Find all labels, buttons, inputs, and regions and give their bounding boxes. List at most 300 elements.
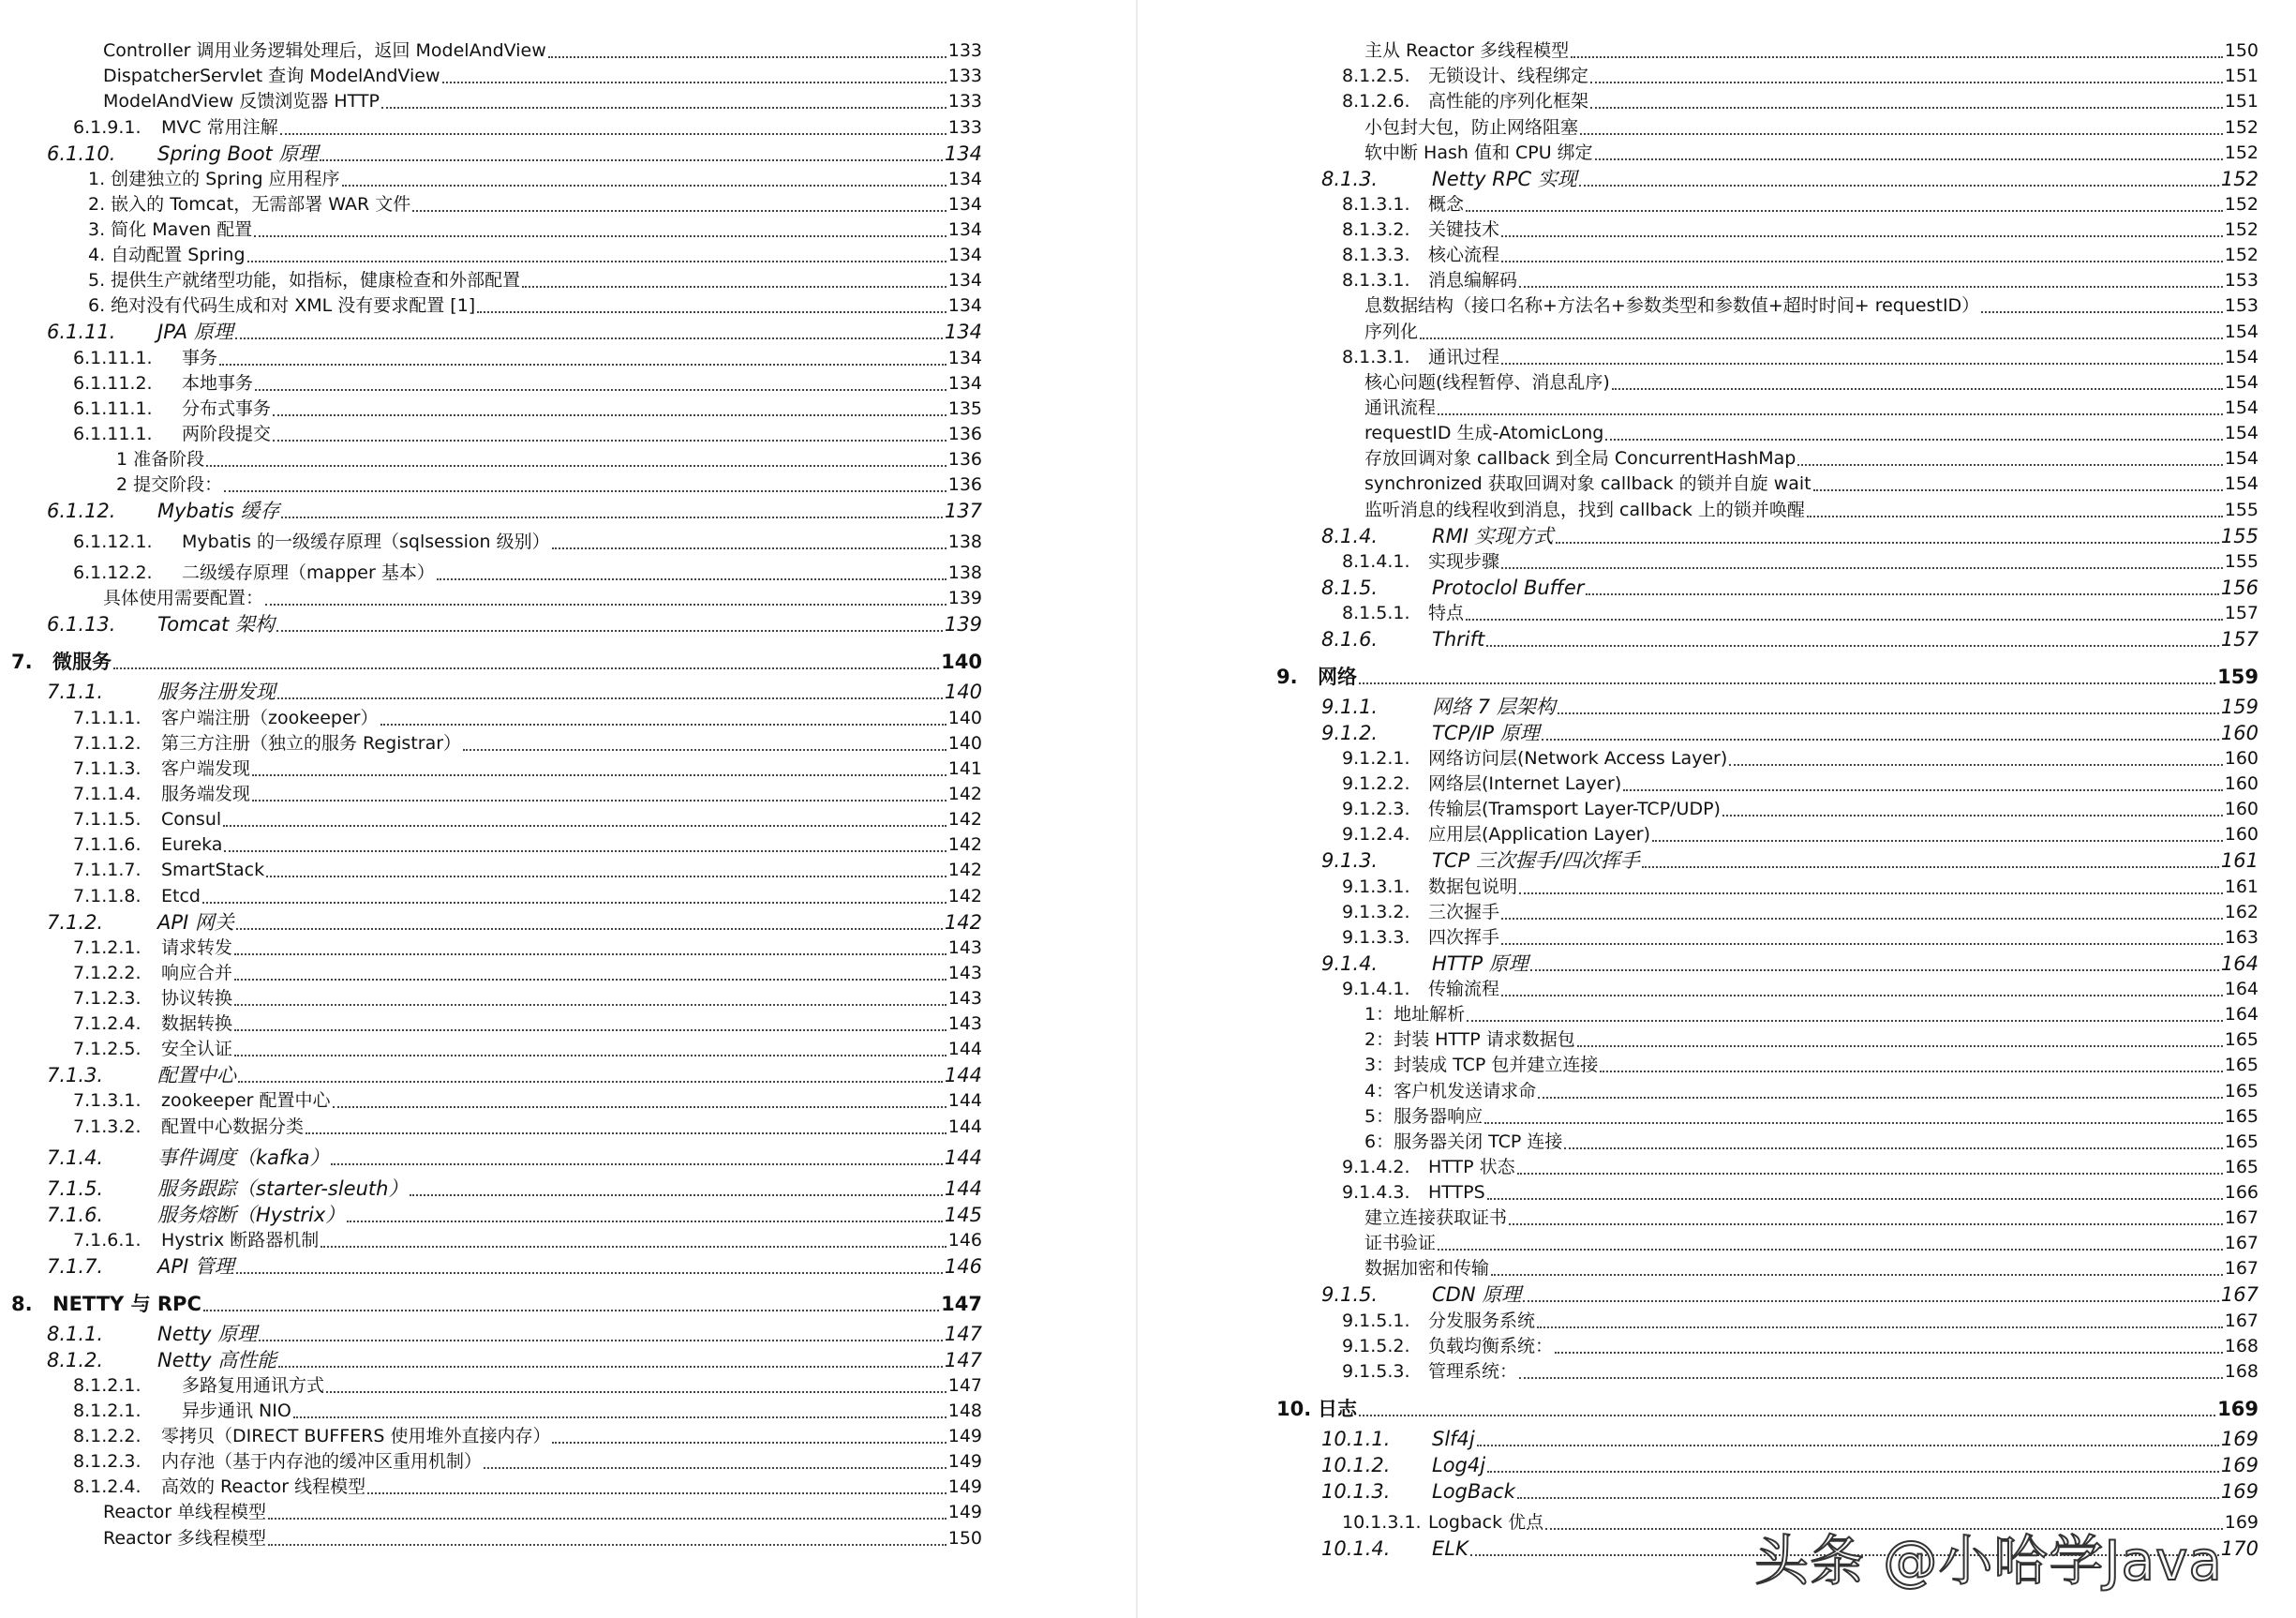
toc-entry[interactable] (1321, 1104, 2259, 1130)
toc-entry[interactable] (47, 1500, 982, 1525)
toc-entry-page: 167 (2224, 1207, 2259, 1229)
toc-entry-page: 152 (2220, 167, 2259, 190)
toc-entry[interactable] (47, 1037, 982, 1062)
toc-entry-number: 8.1.2.4. (73, 1476, 142, 1498)
toc-entry-title: 第三方注册（独立的服务 Registrar） (161, 732, 462, 754)
toc-entry-page: 154 (2224, 473, 2259, 495)
toc-entry-number: 7.1.1. (47, 681, 104, 704)
toc-entry-page: 144 (947, 1039, 982, 1060)
toc-entry[interactable] (1321, 822, 2259, 847)
toc-entry[interactable] (1321, 319, 2259, 344)
toc-entry[interactable] (47, 268, 982, 293)
toc-entry-title: 1. 创建独立的 Spring 应用程序 (88, 168, 340, 189)
toc-entry-number: 7.1.6. (47, 1203, 104, 1226)
toc-entry[interactable] (1321, 626, 2259, 652)
toc-entry[interactable] (1321, 141, 2259, 166)
toc-entry-number: 7.1.1.3. (73, 757, 142, 779)
toc-entry-number: 9.1.3.2. (1342, 901, 1410, 922)
toc-entry[interactable] (47, 1088, 982, 1114)
toc-entry-title: 异步通讯 NIO (182, 1400, 291, 1421)
toc-entry[interactable] (47, 1011, 982, 1037)
toc-entry-number: 9.1.3. (1321, 849, 1379, 873)
toc-entry[interactable] (47, 731, 982, 757)
toc-entry[interactable] (1321, 243, 2259, 268)
toc-entry-number: 7.1.2.3. (73, 987, 142, 1009)
toc-entry-title: JPA 原理 (157, 321, 233, 344)
toc-entry[interactable] (1321, 549, 2259, 575)
toc-entry-page: 150 (2224, 40, 2259, 62)
toc-entry-page: 152 (2224, 218, 2259, 240)
toc-entry[interactable] (1321, 114, 2259, 140)
toc-entry[interactable] (1321, 797, 2259, 822)
dot-leader (548, 51, 947, 58)
toc-entry[interactable] (47, 757, 982, 782)
toc-entry-page: 147 (944, 1348, 982, 1371)
dot-leader (1555, 1346, 2223, 1354)
toc-entry-number: 6.1.11.1. (73, 397, 153, 419)
toc-entry-title: 多路复用通讯方式 (182, 1374, 325, 1396)
toc-entry-page: 140 (947, 707, 982, 728)
dot-leader (234, 948, 947, 955)
toc-entry-page: 144 (944, 1146, 982, 1169)
dot-leader (1538, 1091, 2223, 1099)
dot-leader (276, 624, 943, 632)
toc-entry[interactable] (47, 64, 982, 89)
toc-entry[interactable] (1321, 1078, 2259, 1103)
toc-entry[interactable] (1321, 166, 2259, 192)
toc-entry-title: Spring Boot 原理 (157, 142, 319, 165)
dot-leader (1438, 408, 2223, 415)
toc-entry[interactable] (1321, 345, 2259, 370)
toc-entry[interactable] (47, 397, 982, 422)
toc-entry-title: Netty 原理 (157, 1322, 258, 1345)
toc-entry-page: 164 (2224, 1004, 2259, 1026)
toc-entry-number: 9.1.5. (1321, 1283, 1379, 1307)
dot-leader (331, 1158, 942, 1165)
toc-entry-title: 5：服务器响应 (1364, 1105, 1483, 1127)
toc-entry-page: 134 (947, 168, 982, 189)
dot-leader (1590, 76, 2223, 83)
toc-entry-title: DispatcherServlet 查询 ModelAndView (103, 66, 440, 87)
toc-entry[interactable] (47, 679, 982, 705)
dot-leader (306, 1127, 947, 1134)
toc-entry[interactable] (1321, 1426, 2259, 1452)
toc-entry-page: 134 (947, 372, 982, 394)
toc-entry[interactable] (47, 1475, 982, 1500)
toc-entry-number: 10.1.3.1. (1342, 1511, 1422, 1533)
toc-entry[interactable] (1321, 874, 2259, 899)
toc-entry-page: 169 (2224, 1511, 2259, 1533)
toc-entry-title: 内存池（基于内存池的缓冲区重用机制） (161, 1451, 483, 1473)
toc-entry[interactable] (47, 1525, 982, 1551)
toc-entry-page: 152 (2224, 142, 2259, 163)
toc-entry[interactable] (1321, 1359, 2259, 1385)
toc-entry[interactable] (1321, 1231, 2259, 1256)
dot-leader (1722, 809, 2223, 816)
toc-entry-number: 8.1.5. (1321, 576, 1379, 599)
toc-entry[interactable] (47, 936, 982, 961)
dot-leader (1652, 834, 2223, 842)
toc-entry[interactable] (47, 243, 982, 268)
right-page (1143, 0, 2296, 1618)
toc-entry[interactable] (1321, 772, 2259, 797)
toc-entry-page: 154 (2224, 346, 2259, 367)
toc-entry[interactable] (1321, 1256, 2259, 1281)
toc-entry-title: Netty 高性能 (157, 1348, 277, 1371)
toc-entry[interactable] (47, 1062, 982, 1088)
toc-entry-page: 168 (2224, 1360, 2259, 1382)
toc-entry[interactable] (47, 167, 982, 192)
toc-entry[interactable] (47, 1321, 982, 1347)
toc-entry-title: 核心问题(线程暂停、消息乱序) (1364, 371, 1610, 393)
toc-entry[interactable] (47, 141, 982, 167)
toc-entry-number: 8.1.2.1. (73, 1374, 142, 1396)
toc-entry-number: 7.1.5. (47, 1176, 104, 1200)
toc-entry-number: 8.1.3.1. (1342, 346, 1410, 367)
dot-leader (1487, 1465, 2219, 1473)
dot-leader (477, 306, 947, 313)
toc-entry[interactable] (1321, 446, 2259, 472)
toc-entry-title: 4：客户机发送请求命 (1364, 1080, 1537, 1101)
toc-entry[interactable] (47, 319, 982, 345)
toc-entry[interactable] (1321, 1155, 2259, 1180)
toc-entry-page: 142 (947, 860, 982, 881)
toc-entry-title: 2 提交阶段： (116, 474, 223, 496)
toc-entry-page: 157 (2220, 627, 2259, 651)
toc-entry[interactable] (1321, 217, 2259, 243)
toc-entry-number: 8.1.2.6. (1342, 91, 1410, 112)
toc-entry[interactable] (1321, 38, 2259, 64)
toc-entry-title: zookeeper 配置中心 (161, 1090, 331, 1112)
dot-leader (206, 459, 947, 467)
toc-entry-number: 7.1.4. (47, 1146, 104, 1169)
toc-entry[interactable] (1321, 1308, 2259, 1333)
toc-entry-number: 7.1.1.4. (73, 783, 142, 804)
toc-entry-title: 监听消息的线程收到消息，找到 callback 上的锁并唤醒 (1364, 499, 1805, 520)
toc-entry-page: 165 (2224, 1055, 2259, 1076)
dot-leader (113, 662, 939, 669)
toc-entry[interactable] (1321, 1452, 2259, 1478)
dot-leader (268, 1538, 947, 1546)
toc-entry-title: 服务端发现 (161, 783, 251, 804)
toc-entry[interactable] (1321, 900, 2259, 925)
toc-entry-title: SmartStack (161, 860, 265, 881)
toc-entry[interactable] (47, 1114, 982, 1139)
dot-leader (1519, 887, 2223, 894)
toc-entry-page: 154 (2224, 423, 2259, 444)
toc-entry-title: 三次握手 (1428, 901, 1500, 922)
toc-entry-title: 通讯流程 (1364, 397, 1437, 418)
dot-leader (1571, 51, 2223, 58)
toc-entry[interactable] (1321, 1002, 2259, 1027)
toc-entry[interactable] (47, 89, 982, 114)
toc-entry[interactable] (1321, 396, 2259, 421)
dot-leader (1359, 677, 2215, 684)
toc-entry-title: Netty RPC 实现 (1432, 167, 1577, 190)
toc-entry[interactable] (47, 293, 982, 319)
toc-entry-title: 概念 (1428, 193, 1465, 215)
dot-leader (273, 434, 947, 442)
toc-entry[interactable] (1321, 1130, 2259, 1155)
toc-entry-title: 配置中心 (157, 1064, 236, 1087)
toc-entry[interactable] (1321, 268, 2259, 293)
toc-entry-number: 8.1.5.1. (1342, 602, 1410, 623)
toc-entry-page: 165 (2224, 1105, 2259, 1127)
toc-entry-title: 5. 提供生产就绪型功能，如指标，健康检查和外部配置 (88, 270, 521, 292)
toc-entry[interactable] (1321, 1180, 2259, 1206)
dot-leader (277, 692, 943, 699)
toc-entry-title: 证书验证 (1364, 1233, 1437, 1254)
toc-entry[interactable] (1321, 1206, 2259, 1231)
toc-entry[interactable] (1321, 1053, 2259, 1078)
dot-leader (380, 718, 947, 726)
dot-leader (1501, 937, 2223, 945)
toc-entry-page: 134 (947, 218, 982, 240)
toc-entry[interactable] (47, 807, 982, 832)
toc-entry[interactable] (1321, 293, 2259, 319)
toc-entry[interactable] (1321, 472, 2259, 497)
toc-entry-number: 8.1.4.1. (1342, 550, 1410, 572)
toc-entry[interactable] (47, 1140, 982, 1171)
toc-entry[interactable] (1321, 694, 2259, 720)
toc-entry-page: 133 (947, 66, 982, 87)
toc-entry-title: 1 准备阶段 (116, 449, 205, 471)
toc-entry-page: 167 (2224, 1310, 2259, 1331)
toc-entry[interactable] (47, 38, 982, 64)
toc-entry[interactable] (47, 114, 982, 140)
toc-entry-page: 134 (947, 245, 982, 266)
toc-entry-page: 155 (2224, 499, 2259, 520)
toc-entry[interactable] (1321, 951, 2259, 977)
toc-entry-page: 136 (947, 423, 982, 444)
toc-entry[interactable] (47, 1171, 982, 1202)
toc-entry-number: 8.1.3. (1321, 167, 1379, 190)
toc-entry-title: HTTP 原理 (1432, 951, 1528, 975)
toc-entry[interactable] (47, 909, 982, 936)
toc-entry-page: 138 (947, 532, 982, 553)
dot-leader (278, 1360, 943, 1368)
toc-entry-title: 核心流程 (1428, 245, 1500, 266)
toc-entry[interactable] (1321, 847, 2259, 874)
toc-entry-title: 二级缓存原理（mapper 基本） (182, 562, 435, 584)
toc-entry-title: MVC 常用注解 (161, 116, 278, 138)
toc-entry[interactable] (47, 961, 982, 986)
toc-entry-page: 161 (2220, 849, 2259, 873)
toc-chapter[interactable] (11, 637, 982, 679)
dot-leader (1359, 1409, 2215, 1416)
toc-entry-page: 160 (2224, 773, 2259, 795)
dot-leader (1501, 255, 2223, 262)
toc-entry-title: 小包封大包，防止网络阻塞 (1364, 116, 1579, 138)
toc-entry-number: 10.1.4. (1321, 1536, 1391, 1560)
toc-entry[interactable] (1321, 720, 2259, 746)
toc-entry-title: 服务跟踪（starter-sleuth） (157, 1176, 409, 1200)
left-page (0, 0, 1125, 1618)
toc-entry[interactable] (47, 1424, 982, 1449)
toc-entry-number: 6.1.12.1. (73, 532, 153, 553)
toc-entry-page: 165 (2224, 1029, 2259, 1051)
toc-entry[interactable] (47, 1253, 982, 1280)
toc-entry-title: 微服务 (52, 651, 112, 674)
toc-entry-title: Controller 调用业务逻辑处理后，返回 ModelAndView (103, 40, 546, 62)
toc-entry[interactable] (1321, 497, 2259, 522)
toc-entry-number: 7.1.3. (47, 1064, 104, 1087)
dot-leader (326, 1386, 947, 1393)
toc-entry[interactable] (47, 371, 982, 397)
toc-entry[interactable] (1321, 370, 2259, 396)
toc-entry-title: TCP 三次握手/四次挥手 (1432, 849, 1640, 873)
toc-entry[interactable] (1321, 1027, 2259, 1053)
toc-entry-page: 142 (947, 885, 982, 906)
toc-entry[interactable] (47, 472, 982, 498)
toc-entry[interactable] (1321, 977, 2259, 1002)
toc-entry-number: 10.1.1. (1321, 1427, 1391, 1450)
dot-leader (552, 542, 947, 549)
page-divider (1136, 0, 1138, 1618)
toc-entry-number: 10.1.2. (1321, 1453, 1391, 1476)
toc-entry-title: synchronized 获取回调对象 callback 的锁并自旋 wait (1364, 473, 1811, 495)
toc-entry[interactable] (47, 986, 982, 1011)
toc-entry-page: 168 (2224, 1335, 2259, 1356)
toc-entry-title: 6. 绝对没有代码生成和对 XML 没有要求配置 [1] (88, 295, 476, 317)
toc-entry-title: 传输层(Tramsport Layer-TCP/UDP) (1428, 799, 1721, 820)
dot-leader (224, 845, 946, 852)
toc-entry[interactable] (47, 555, 982, 586)
toc-entry[interactable] (47, 1347, 982, 1373)
toc-entry-page: 140 (941, 651, 982, 674)
toc-entry[interactable] (47, 1373, 982, 1399)
toc-entry[interactable] (47, 498, 982, 524)
toc-entry-title: 网络 (1318, 665, 1357, 688)
toc-entry[interactable] (47, 447, 982, 472)
toc-entry-page: 138 (947, 562, 982, 584)
toc-right (1276, 38, 2259, 1562)
toc-entry-page: 154 (2224, 448, 2259, 470)
toc-entry[interactable] (47, 345, 982, 370)
toc-entry-number: 10. (1276, 1397, 1312, 1420)
toc-entry[interactable] (1321, 1281, 2259, 1308)
toc-entry-page: 134 (944, 321, 982, 344)
toc-entry-page: 162 (2224, 901, 2259, 922)
toc-entry[interactable] (47, 1399, 982, 1424)
toc-entry-number: 8.1.2.3. (73, 1451, 142, 1473)
toc-entry-number: 9.1.1. (1321, 695, 1379, 718)
toc-chapter[interactable] (1276, 1385, 2259, 1426)
toc-entry[interactable] (47, 705, 982, 730)
toc-entry-number: 8.1.3.1. (1342, 193, 1410, 215)
toc-entry[interactable] (1321, 601, 2259, 626)
toc-entry[interactable] (1321, 64, 2259, 89)
toc-entry[interactable] (47, 1449, 982, 1475)
toc-entry[interactable] (47, 1202, 982, 1228)
toc-entry-page: 155 (2220, 524, 2259, 547)
toc-entry-number: 7.1.2.5. (73, 1039, 142, 1060)
toc-entry[interactable] (1321, 1478, 2259, 1505)
toc-entry[interactable] (1321, 925, 2259, 951)
toc-entry-title: 特点 (1428, 602, 1465, 623)
toc-entry[interactable] (47, 524, 982, 555)
toc-entry[interactable] (1321, 746, 2259, 772)
toc-entry-title: RMI 实现方式 (1432, 524, 1554, 547)
toc-entry-page: 134 (944, 142, 982, 165)
dot-leader (1467, 1014, 2223, 1022)
toc-entry[interactable] (47, 858, 982, 883)
toc-entry-page: 144 (944, 1176, 982, 1200)
toc-entry-title: 建立连接获取证书 (1364, 1207, 1508, 1229)
toc-entry-page: 152 (2224, 116, 2259, 138)
dot-leader (1501, 912, 2223, 920)
toc-entry[interactable] (47, 782, 982, 807)
toc-entry[interactable] (47, 832, 982, 858)
toc-entry[interactable] (1321, 89, 2259, 114)
toc-entry[interactable] (1321, 192, 2259, 217)
toc-entry[interactable] (47, 586, 982, 611)
toc-chapter[interactable] (1276, 652, 2259, 694)
toc-entry-page: 142 (947, 834, 982, 856)
toc-entry-number: 9.1.2.1. (1342, 747, 1410, 769)
toc-entry-page: 136 (947, 449, 982, 471)
dot-leader (234, 1049, 947, 1056)
dot-leader (1600, 1065, 2222, 1072)
toc-entry-page: 155 (2224, 550, 2259, 572)
toc-entry-title: API 管理 (157, 1254, 234, 1278)
toc-entry-title: Reactor 单线程模型 (103, 1502, 267, 1523)
toc-entry-page: 159 (2217, 665, 2259, 688)
dot-leader (552, 1436, 946, 1444)
toc-entry[interactable] (1321, 421, 2259, 446)
toc-entry-title: 网络层(Internet Layer) (1428, 773, 1622, 795)
toc-entry-title: 通讯过程 (1428, 346, 1500, 367)
toc-entry[interactable] (1321, 575, 2259, 601)
toc-entry[interactable] (47, 883, 982, 908)
toc-entry-title: Hystrix 断路器机制 (161, 1229, 320, 1251)
toc-entry-number: 7.1.3.1. (73, 1090, 142, 1112)
toc-entry[interactable] (1321, 1334, 2259, 1359)
dot-leader (1605, 433, 2222, 441)
toc-entry-page: 133 (947, 40, 982, 62)
toc-entry[interactable] (1321, 523, 2259, 549)
toc-entry-title: Eureka (161, 834, 223, 856)
toc-chapter[interactable] (11, 1280, 982, 1321)
toc-entry[interactable] (47, 192, 982, 217)
dot-leader (1981, 306, 2223, 313)
dot-leader (1813, 484, 2223, 491)
toc-entry-page: 169 (2220, 1479, 2259, 1503)
toc-entry-page: 144 (947, 1090, 982, 1112)
toc-entry-title: 分布式事务 (182, 397, 272, 419)
toc-entry-number: 7.1.1.1. (73, 707, 142, 728)
toc-entry[interactable] (47, 1228, 982, 1253)
toc-entry-number: 6.1.12. (47, 500, 116, 523)
toc-entry-number: 8.1.3.3. (1342, 245, 1410, 266)
toc-entry-page: 164 (2224, 978, 2259, 999)
toc-entry[interactable] (47, 611, 982, 637)
toc-entry-page: 154 (2224, 321, 2259, 342)
dot-leader (266, 870, 947, 877)
dot-leader (1612, 382, 2223, 390)
dot-leader (1501, 989, 2223, 996)
toc-entry[interactable] (47, 422, 982, 447)
toc-entry-page: 139 (944, 613, 982, 637)
toc-entry-page: 146 (947, 1229, 982, 1251)
toc-entry-title: 主从 Reactor 多线程模型 (1364, 40, 1570, 62)
toc-entry-page: 139 (947, 588, 982, 609)
toc-entry-title: 本地事务 (182, 372, 254, 394)
toc-entry[interactable] (47, 217, 982, 243)
toc-entry-title: 1：地址解析 (1364, 1004, 1466, 1026)
dot-leader (1556, 536, 2219, 544)
toc-entry-page: 143 (947, 987, 982, 1009)
